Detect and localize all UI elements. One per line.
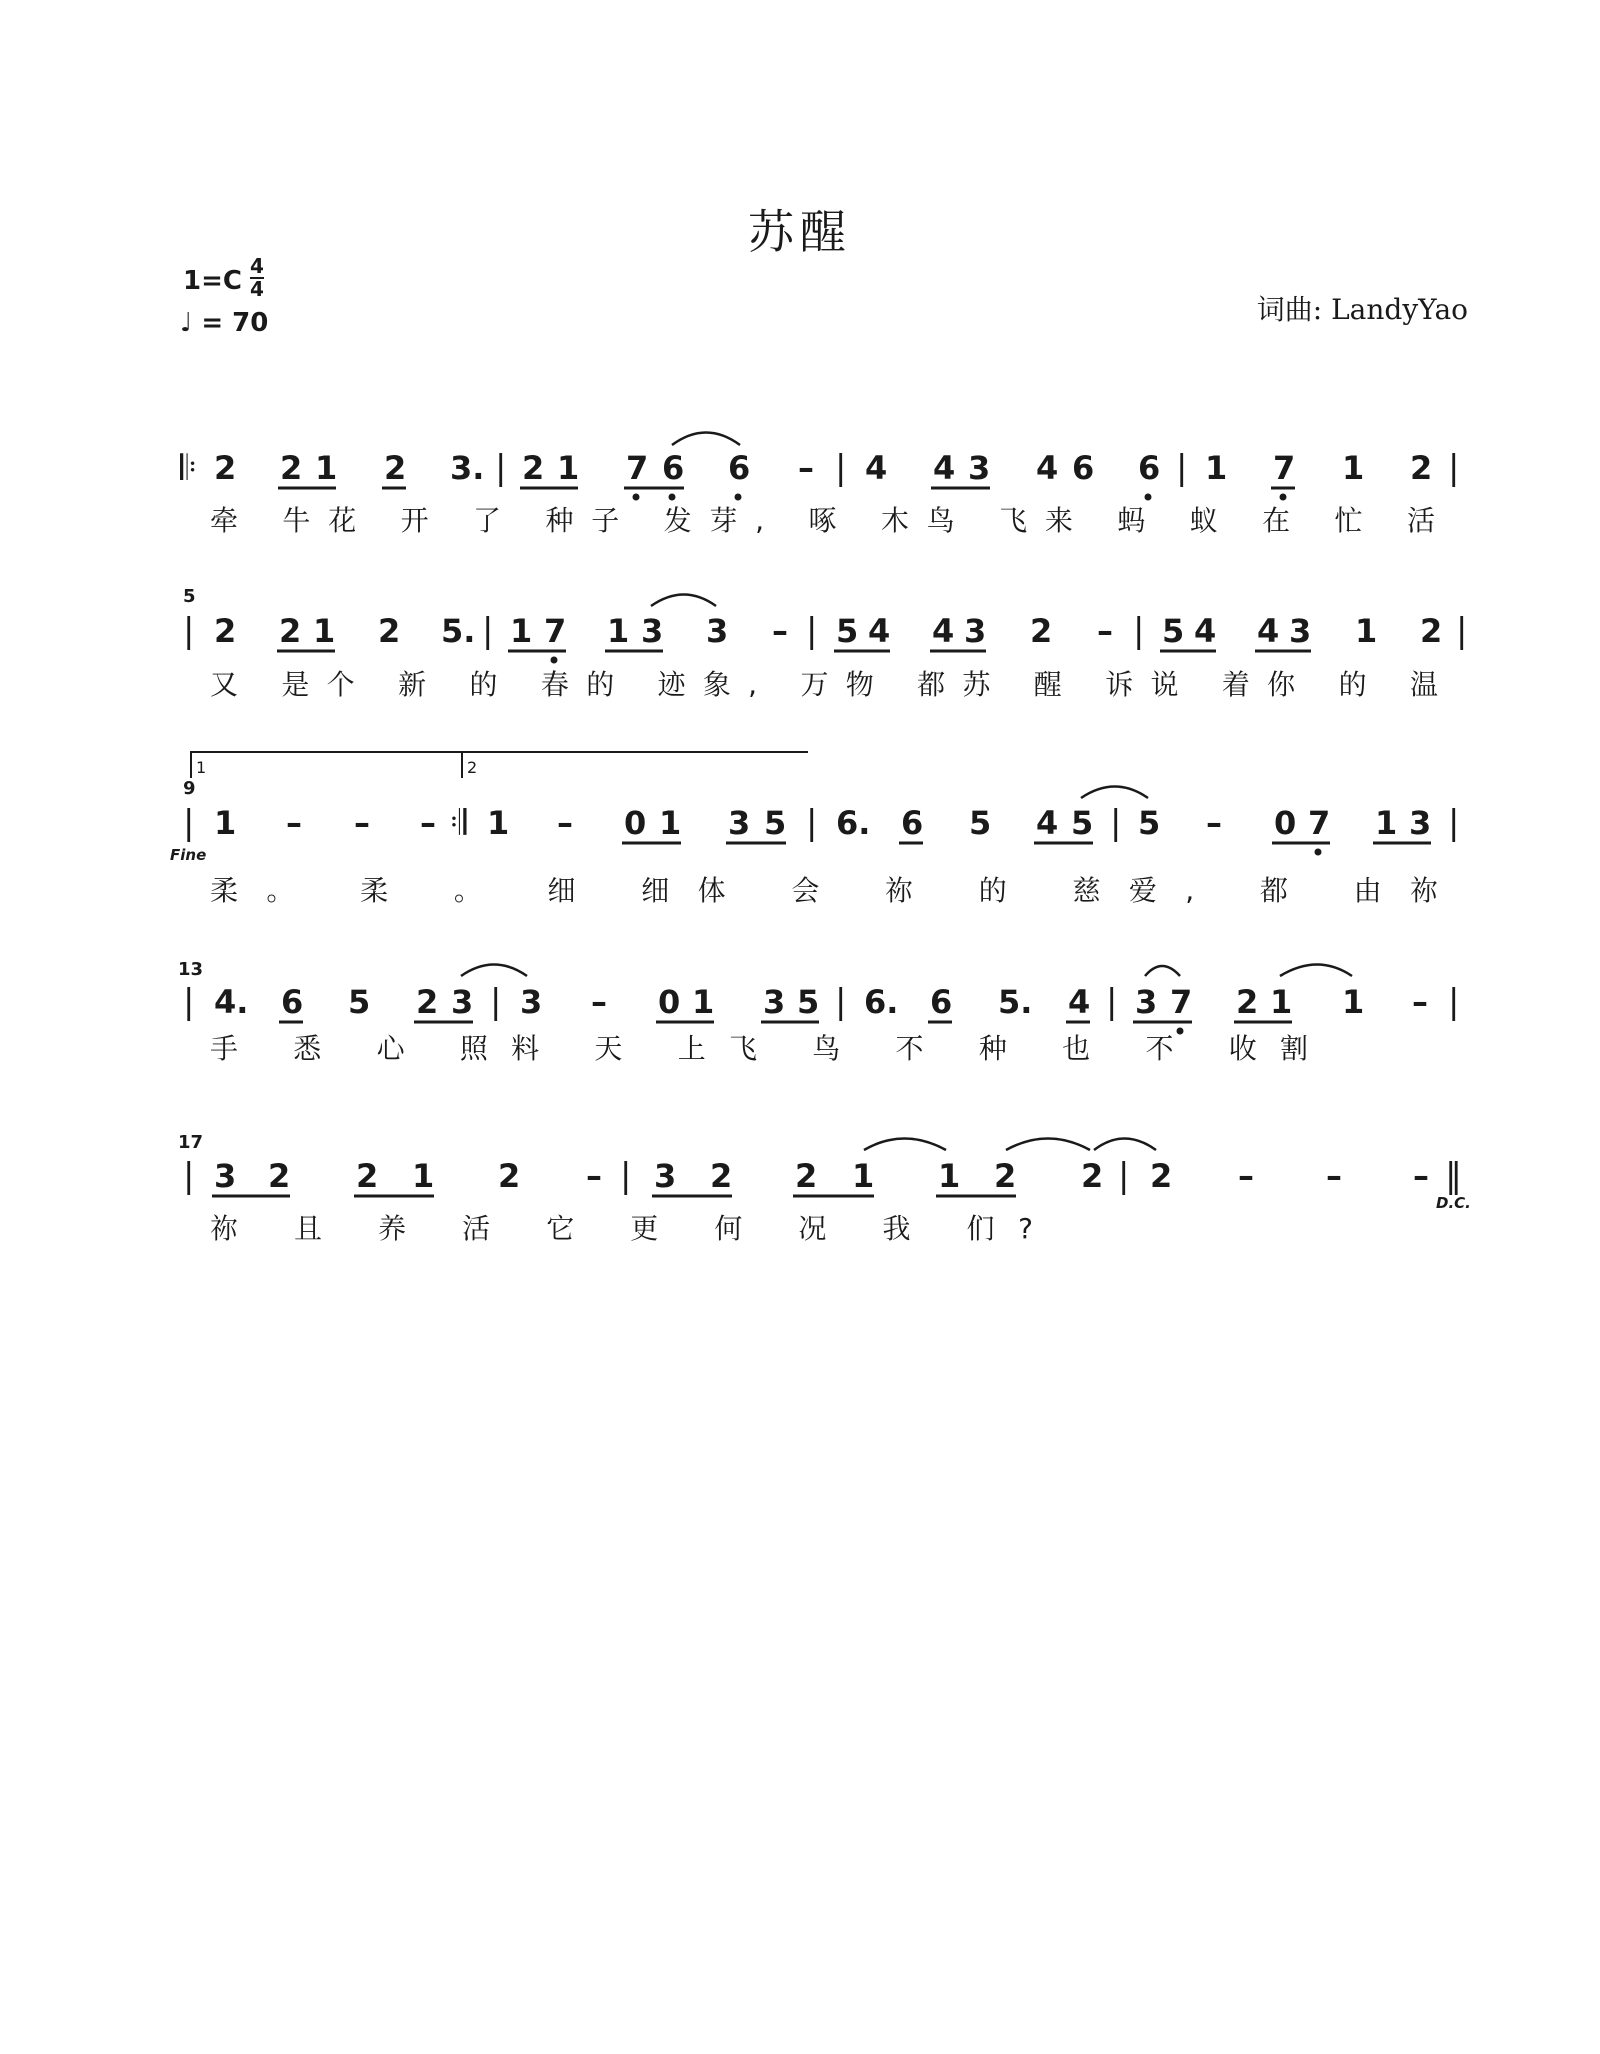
note: 3	[1135, 983, 1158, 1021]
barline: |	[835, 448, 847, 488]
extension-dash: –	[286, 804, 302, 842]
note: 3	[520, 983, 543, 1021]
note: 2	[378, 612, 401, 650]
barline: |	[1133, 611, 1145, 651]
barline: |	[1448, 448, 1460, 488]
lyrics-line: 手 悉 心 照料 天 上飞 鸟 不 种 也 不 收割	[210, 1032, 1308, 1065]
note: 6.	[864, 983, 899, 1021]
extension-dash: –	[586, 1157, 602, 1195]
note: 7	[1273, 449, 1296, 487]
final-barline: ‖	[1445, 1156, 1462, 1196]
barline: |	[1456, 611, 1468, 651]
note: 5	[797, 983, 820, 1021]
note: 3	[706, 612, 729, 650]
measure-number: 9	[183, 778, 196, 799]
note: 5	[1162, 612, 1185, 650]
note: 1	[557, 449, 580, 487]
note: 1	[1342, 449, 1365, 487]
note: 3	[728, 804, 751, 842]
extension-dash: –	[1326, 1157, 1342, 1195]
note: 4	[868, 612, 891, 650]
note: 1	[659, 804, 682, 842]
note: 1	[412, 1157, 435, 1195]
note: 2	[795, 1157, 818, 1195]
note: 4	[1257, 612, 1280, 650]
note: 5	[764, 804, 787, 842]
extension-dash: –	[1238, 1157, 1254, 1195]
extension-dash: –	[1097, 612, 1113, 650]
note: 6	[281, 983, 304, 1021]
extension-dash: –	[798, 449, 814, 487]
note: 1	[852, 1157, 875, 1195]
volta-brackets	[191, 752, 808, 778]
barline: |	[806, 611, 818, 651]
note: 4	[1194, 612, 1217, 650]
note: 7	[544, 612, 567, 650]
lyrics-line: 祢 且 养 活 它 更 何 况 我 们?	[210, 1212, 1034, 1245]
note: 2	[214, 449, 237, 487]
system-3	[170, 752, 1459, 907]
extension-dash: –	[1413, 1157, 1429, 1195]
note: 2	[994, 1157, 1017, 1195]
note: 2	[1030, 612, 1053, 650]
note: 6	[1072, 449, 1095, 487]
barline: |	[1448, 982, 1460, 1022]
barline: |	[183, 611, 195, 651]
barline: |	[1448, 803, 1460, 843]
note: 1	[510, 612, 533, 650]
note: 3	[964, 612, 987, 650]
note: 5	[969, 804, 992, 842]
note: 4	[865, 449, 888, 487]
note: 3	[451, 983, 474, 1021]
score-title: 苏醒	[748, 205, 852, 259]
barline: |	[1110, 803, 1122, 843]
dc-marking: D.C.	[1436, 1194, 1471, 1212]
repeat-start-sign: 𝄆	[180, 448, 197, 488]
note: 1	[487, 804, 510, 842]
note: 1	[938, 1157, 961, 1195]
note: 6	[662, 449, 685, 487]
fine-marking: Fine	[170, 846, 207, 864]
tempo-marking	[180, 308, 268, 338]
note: 2	[279, 612, 302, 650]
note: 2	[710, 1157, 733, 1195]
note: 4	[933, 449, 956, 487]
extension-dash: –	[420, 804, 436, 842]
time-signature-top: 4	[250, 254, 264, 278]
quarter-note-icon: ♩	[180, 308, 193, 338]
volta-2-label: 2	[467, 758, 478, 777]
note: 5.	[998, 983, 1033, 1021]
volta-1-label: 1	[196, 758, 207, 777]
note: 2	[384, 449, 407, 487]
note: 5	[1138, 804, 1161, 842]
lyrics-line: 又 是个 新 的 春的 迹象, 万物 都苏 醒 诉说 着你 的 温	[210, 668, 1438, 701]
note: 5	[348, 983, 371, 1021]
note: 3	[968, 449, 991, 487]
system-2	[183, 586, 1467, 701]
note: 4.	[214, 983, 249, 1021]
note: 1	[1270, 983, 1293, 1021]
system-1	[180, 433, 1459, 538]
note: 1	[313, 612, 336, 650]
time-signature-bottom: 4	[250, 277, 264, 301]
note: 3	[1289, 612, 1312, 650]
note: 2	[214, 612, 237, 650]
barline: |	[620, 1156, 632, 1196]
note: 2	[268, 1157, 291, 1195]
extension-dash: –	[557, 804, 573, 842]
note: 3	[654, 1157, 677, 1195]
barline: |	[1118, 1156, 1130, 1196]
note: 1	[1342, 983, 1365, 1021]
time-signature	[250, 256, 264, 300]
tie-slur	[672, 433, 740, 446]
extension-dash: –	[1206, 804, 1222, 842]
note: 4	[1036, 449, 1059, 487]
note: 1	[214, 804, 237, 842]
key-signature: 1=C	[183, 266, 242, 296]
note: 3	[1409, 804, 1432, 842]
extension-dash: –	[772, 612, 788, 650]
note: 2	[1150, 1157, 1173, 1195]
barline: |	[490, 982, 502, 1022]
note: 2	[1410, 449, 1433, 487]
lyrics-line: 柔。 柔 。 细 细体 会 祢 的 慈爱, 都 由祢	[210, 874, 1438, 907]
note: 2	[522, 449, 545, 487]
extension-dash: –	[354, 804, 370, 842]
note: 1	[692, 983, 715, 1021]
note: 4	[1068, 983, 1091, 1021]
extension-dash: –	[591, 983, 607, 1021]
note: 6.	[836, 804, 871, 842]
note: 2	[356, 1157, 379, 1195]
note: 2	[280, 449, 303, 487]
note: 0	[1274, 804, 1297, 842]
note: 2	[1081, 1157, 1104, 1195]
note: 1	[1355, 612, 1378, 650]
note: 2	[498, 1157, 521, 1195]
note: 7	[1308, 804, 1331, 842]
note: 1	[1375, 804, 1398, 842]
composer-credit: 词曲: LandyYao	[1256, 293, 1468, 326]
note: 2	[416, 983, 439, 1021]
note: 6	[901, 804, 924, 842]
note: 0	[658, 983, 681, 1021]
barline: |	[183, 803, 195, 843]
measure-number: 17	[178, 1132, 204, 1153]
note: 4	[932, 612, 955, 650]
measure-number: 5	[183, 586, 196, 607]
barline: |	[183, 1156, 195, 1196]
barline: |	[482, 611, 494, 651]
note: 3	[763, 983, 786, 1021]
barline: |	[495, 448, 507, 488]
tie-slurs	[461, 965, 1352, 977]
note: 3	[641, 612, 664, 650]
system-4	[178, 959, 1459, 1065]
note: 2	[1236, 983, 1259, 1021]
measure-number: 13	[178, 959, 204, 980]
note: 5.	[441, 612, 476, 650]
note: 3.	[450, 449, 485, 487]
octave-dots	[551, 657, 558, 664]
note: 6	[930, 983, 953, 1021]
note: 5	[1071, 804, 1094, 842]
note: 0	[624, 804, 647, 842]
note: 7	[1170, 983, 1193, 1021]
note: 1	[1205, 449, 1228, 487]
note: 6	[728, 449, 751, 487]
barline: |	[183, 982, 195, 1022]
tie-slur	[651, 595, 716, 607]
repeat-end-sign: 𝄇	[450, 803, 467, 843]
barline: |	[1176, 448, 1188, 488]
note: 2	[1420, 612, 1443, 650]
octave-dots	[1177, 1028, 1184, 1035]
note: 6	[1138, 449, 1161, 487]
note: 5	[836, 612, 859, 650]
extension-dash: –	[1412, 983, 1428, 1021]
barline: |	[806, 803, 818, 843]
lyrics-line: 牵 牛花 开 了 种子 发芽, 啄 木鸟 飞来 蚂 蚁 在 忙 活	[210, 504, 1435, 537]
barline: |	[1106, 982, 1118, 1022]
tie-slur	[1081, 787, 1148, 799]
tempo-value: = 70	[201, 308, 269, 338]
note: 7	[626, 449, 649, 487]
note: 1	[607, 612, 630, 650]
octave-dots	[1315, 849, 1322, 856]
note: 3	[214, 1157, 237, 1195]
tie-slurs	[864, 1139, 1156, 1151]
note: 1	[315, 449, 338, 487]
system-5	[178, 1132, 1471, 1245]
octave-dots	[633, 494, 1287, 501]
note: 4	[1036, 804, 1059, 842]
barline: |	[835, 982, 847, 1022]
